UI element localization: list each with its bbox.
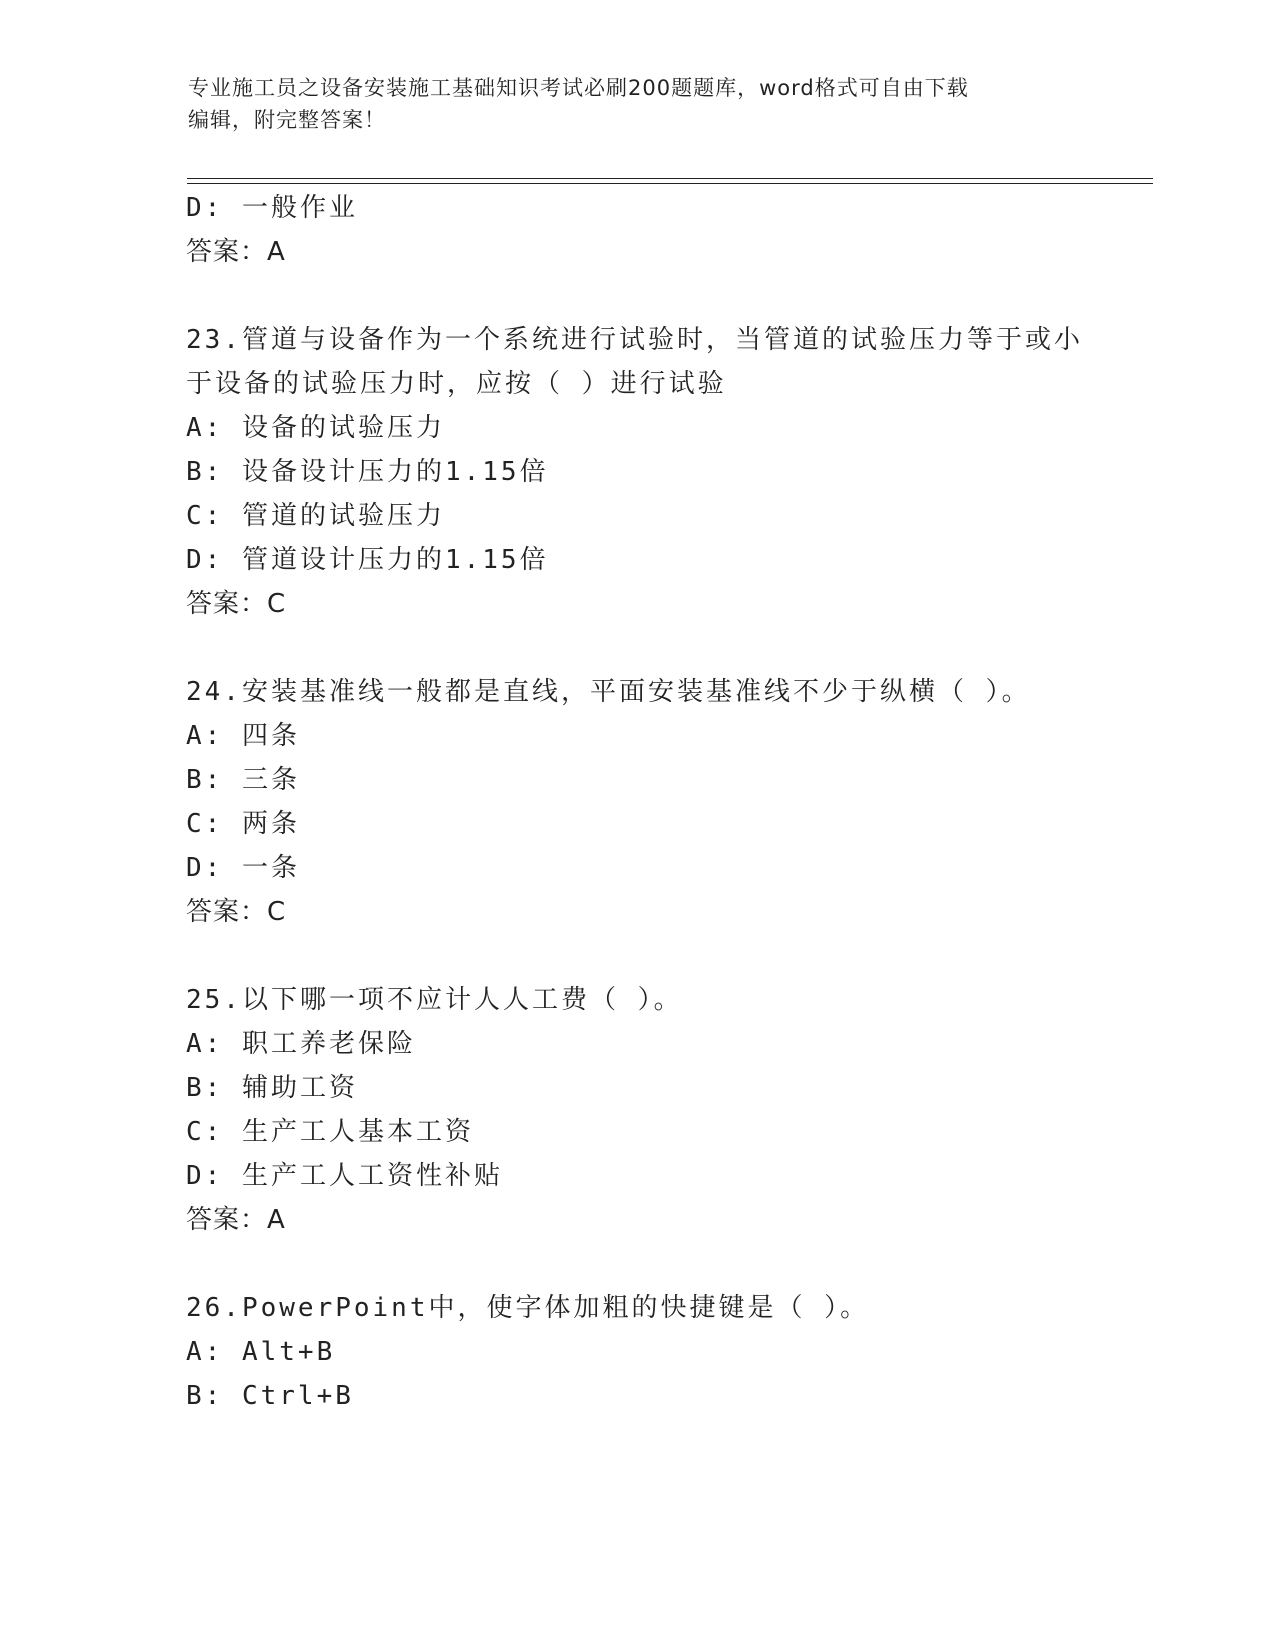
q23-stem-line-2: 于设备的试验压力时，应按（ ）进行试验 <box>186 369 727 399</box>
q25-option-a: A: 职工养老保险 <box>186 1029 416 1059</box>
q24-option-b: B: 三条 <box>186 765 300 795</box>
q24-stem: 24.安装基准线一般都是直线，平面安装基准线不少于纵横（ ）。 <box>186 677 1031 707</box>
q25-option-d: D: 生产工人工资性补贴 <box>186 1161 503 1191</box>
q23-option-a: A: 设备的试验压力 <box>186 413 445 443</box>
q26-option-b: B: Ctrl+B <box>186 1381 354 1411</box>
q23-answer: 答案：C <box>186 589 287 619</box>
q23-option-b: B: 设备设计压力的1.15倍 <box>186 457 549 487</box>
document-header <box>188 72 1078 136</box>
q24-option-c: C: 两条 <box>186 809 300 839</box>
q23-option-d: D: 管道设计压力的1.15倍 <box>186 545 549 575</box>
q24-option-a: A: 四条 <box>186 721 300 751</box>
q26-option-a: A: Alt+B <box>186 1337 336 1367</box>
header-title-line-1: 专业施工员之设备安装施工基础知识考试必刷200题题库，word格式可自由下载 <box>188 76 969 100</box>
q24-option-d: D: 一条 <box>186 853 300 883</box>
q25-stem: 25.以下哪一项不应计人人工费（ ）。 <box>186 985 683 1015</box>
q22-answer: 答案：A <box>186 237 286 267</box>
q23-option-c: C: 管道的试验压力 <box>186 501 445 531</box>
header-divider-bottom <box>187 183 1153 184</box>
q23-stem-line-1: 23.管道与设备作为一个系统进行试验时，当管道的试验压力等于或小 <box>186 325 1083 355</box>
header-divider-top <box>187 178 1153 179</box>
q22-option-d: D: 一般作业 <box>186 193 358 223</box>
q26-stem: 26.PowerPoint中，使字体加粗的快捷键是（ ）。 <box>186 1293 870 1323</box>
q25-option-c: C: 生产工人基本工资 <box>186 1117 474 1147</box>
header-title-line-2: 编辑，附完整答案！ <box>188 108 386 132</box>
q24-answer: 答案：C <box>186 897 287 927</box>
q25-option-b: B: 辅助工资 <box>186 1073 358 1103</box>
q25-answer: 答案：A <box>186 1205 286 1235</box>
